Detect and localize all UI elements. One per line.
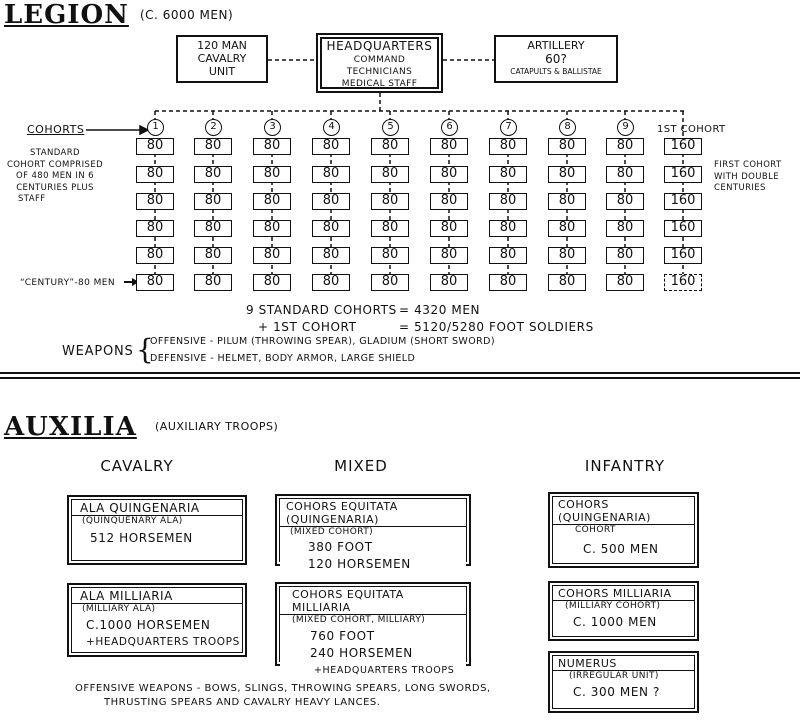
century-cell: 80 <box>194 138 232 155</box>
totals-line1-left: 9 STANDARD COHORTS <box>246 303 397 317</box>
weapons-label: WEAPONS <box>62 344 134 359</box>
hq-line-command: COMMAND <box>353 55 406 65</box>
artillery-detail: CATAPULTS & BALLISTAE <box>510 67 602 76</box>
century-cell: 80 <box>548 220 586 237</box>
first-note-line-1: FIRST COHORT <box>714 160 782 170</box>
century-cell: 80 <box>312 193 350 210</box>
cohors-equitata-milliaria-line-1: 760 FOOT <box>310 629 375 643</box>
hq-line-medical: MEDICAL STAFF <box>341 79 418 89</box>
standard-note-line-3: OF 480 MEN IN 6 <box>16 171 94 181</box>
century-cell: 80 <box>548 274 586 291</box>
auxilia-title: AUXILIA <box>4 412 137 442</box>
cohorts-label: COHORTS <box>27 123 85 136</box>
ala-milliaria-sub: (MILLIARY ALA) <box>82 604 156 614</box>
artillery-title: ARTILLERY <box>527 39 585 52</box>
cohort-number-6: 6 <box>441 119 458 136</box>
cohors-quingenaria-sub: COHORT <box>575 525 616 535</box>
ala-quingenaria-sub: (QUINQUENARY ALA) <box>82 516 183 526</box>
first-note-line-2: WITH DOUBLE <box>714 171 779 182</box>
column-cavalry: CAVALRY <box>100 457 174 475</box>
ala-quingenaria-title: ALA QUINGENARIA <box>72 500 242 516</box>
cohors-quingenaria-line-1: C. 500 MEN <box>583 542 659 556</box>
century-cell: 80 <box>430 138 468 155</box>
century-cell: 80 <box>194 247 232 264</box>
century-cell: 80 <box>136 138 174 155</box>
century-cell: 80 <box>312 138 350 155</box>
century-cell: 80 <box>548 138 586 155</box>
century-cell: 80 <box>253 166 291 183</box>
standard-note-line-2: COHORT COMPRISED <box>6 159 104 170</box>
century-cell: 80 <box>253 274 291 291</box>
cohors-equitata-quingenaria-sub: (MIXED COHORT) <box>290 527 374 537</box>
century-cell: 80 <box>489 220 527 237</box>
totals-line2-right: = 5120/5280 FOOT SOLDIERS <box>399 320 594 334</box>
century-cell: 80 <box>194 220 232 237</box>
ala-milliaria-line-1: C.1000 HORSEMEN <box>86 618 211 632</box>
century-cell: 80 <box>548 166 586 183</box>
column-mixed: MIXED <box>334 457 388 475</box>
weapons-brace: { <box>136 333 154 366</box>
first-cohort-label: 1ST COHORT <box>657 124 726 135</box>
auxilia-subtitle: (AUXILIARY TROOPS) <box>155 420 279 433</box>
first-cohort-century-cell: 160 <box>664 138 702 155</box>
cohort-number-4: 4 <box>323 119 340 136</box>
century-cell: 80 <box>194 193 232 210</box>
cohort-number-8: 8 <box>559 119 576 136</box>
ala-milliaria-box <box>67 583 247 657</box>
cohors-equitata-quingenaria-title: COHORS EQUITATA (QUINGENARIA) <box>280 499 466 527</box>
cohort-number-1: 1 <box>147 119 164 136</box>
century-cell: 80 <box>606 138 644 155</box>
century-cell: 80 <box>253 138 291 155</box>
numerus-box <box>548 651 699 713</box>
cohors-equitata-quingenaria-line-2: 120 HORSEMEN <box>308 557 411 571</box>
century-cell: 80 <box>371 274 409 291</box>
cohors-milliaria-title: COHORS MILLIARIA <box>553 586 694 601</box>
cavalry-unit-line-2: CAVALRY <box>197 52 247 65</box>
weapons-defensive: DEFENSIVE - HELMET, BODY ARMOR, LARGE SHIELD <box>150 353 416 364</box>
section-divider-bottom <box>0 377 800 379</box>
century-cell: 80 <box>371 166 409 183</box>
century-cell: 80 <box>606 220 644 237</box>
ala-milliaria-title: ALA MILLIARIA <box>72 588 242 604</box>
century-cell: 80 <box>371 220 409 237</box>
legion-title: LEGION <box>4 0 129 30</box>
century-cell: 80 <box>430 247 468 264</box>
century-cell: 80 <box>371 247 409 264</box>
cohort-number-9: 9 <box>617 119 634 136</box>
century-cell: 80 <box>606 193 644 210</box>
century-cell: 80 <box>253 247 291 264</box>
standard-note-line-4: CENTURIES PLUS <box>16 182 94 193</box>
headquarters-title: HEADQUARTERS <box>326 39 433 53</box>
first-cohort-century-cell: 160 <box>664 274 702 291</box>
ala-milliaria-line-2: +HEADQUARTERS TROOPS <box>86 636 240 648</box>
column-infantry: INFANTRY <box>584 457 666 475</box>
numerus-title: NUMERUS <box>553 656 694 671</box>
century-cell: 80 <box>606 166 644 183</box>
auxilia-weapons-line-2: THRUSTING SPEARS AND CAVALRY HEAVY LANCES. <box>104 697 381 708</box>
century-cell: 80 <box>430 193 468 210</box>
cohors-equitata-quingenaria-box <box>275 494 471 571</box>
cohors-equitata-milliaria-title: COHORS EQUITATA MILLIARIA <box>280 587 466 615</box>
century-cell: 80 <box>548 247 586 264</box>
century-cell: 80 <box>489 193 527 210</box>
century-cell: 80 <box>136 193 174 210</box>
century-cell: 80 <box>136 166 174 183</box>
numerus-line-1: C. 300 MEN ? <box>573 685 661 699</box>
cohors-milliaria-sub: (MILLIARY COHORT) <box>565 601 661 611</box>
century-cell: 80 <box>430 274 468 291</box>
first-note-line-3: CENTURIES <box>714 183 766 193</box>
first-cohort-century-cell: 160 <box>664 220 702 237</box>
cohort-number-7: 7 <box>500 119 517 136</box>
first-cohort-century-cell: 160 <box>664 193 702 210</box>
first-cohort-century-cell: 160 <box>664 247 702 264</box>
century-cell: 80 <box>136 220 174 237</box>
century-label: “CENTURY”-80 MEN <box>20 278 115 288</box>
century-cell: 80 <box>489 138 527 155</box>
totals-line2-left: + 1ST COHORT <box>258 320 357 334</box>
artillery-count: 60? <box>545 52 567 66</box>
standard-note-line-5: STAFF <box>18 194 46 204</box>
century-cell: 80 <box>312 166 350 183</box>
century-cell: 80 <box>371 138 409 155</box>
cohors-equitata-milliaria-box <box>275 582 471 676</box>
century-cell: 80 <box>194 166 232 183</box>
century-cell: 80 <box>312 274 350 291</box>
ala-quingenaria-box <box>67 495 247 565</box>
cohort-number-3: 3 <box>264 119 281 136</box>
weapons-offensive: OFFENSIVE - PILUM (THROWING SPEAR), GLADIUM (SHORT SWORD) <box>150 336 495 347</box>
cohort-number-2: 2 <box>205 119 222 136</box>
cohors-milliaria-box <box>548 581 699 641</box>
cohors-equitata-milliaria-line-3: +HEADQUARTERS TROOPS <box>314 665 455 676</box>
century-cell: 80 <box>253 193 291 210</box>
cavalry-unit-line-3: UNIT <box>208 65 236 78</box>
ala-quingenaria-line-1: 512 HORSEMEN <box>90 531 193 545</box>
century-cell: 80 <box>253 220 291 237</box>
century-cell: 80 <box>606 274 644 291</box>
century-cell: 80 <box>489 247 527 264</box>
century-cell: 80 <box>430 220 468 237</box>
century-cell: 80 <box>606 247 644 264</box>
totals-line1-right: = 4320 MEN <box>399 303 481 317</box>
century-cell: 80 <box>136 247 174 264</box>
century-cell: 80 <box>489 274 527 291</box>
numerus-sub: (IRREGULAR UNIT) <box>569 671 659 681</box>
century-cell: 80 <box>194 274 232 291</box>
cohors-milliaria-line-1: C. 1000 MEN <box>573 615 657 629</box>
section-divider-top <box>0 372 800 374</box>
cohort-number-5: 5 <box>382 119 399 136</box>
legion-subtitle: (C. 6000 MEN) <box>140 8 234 22</box>
auxilia-weapons-line-1: OFFENSIVE WEAPONS - BOWS, SLINGS, THROWING SPEARS, LONG SWORDS, <box>75 683 491 694</box>
hq-line-technicians: TECHNICIANS <box>346 67 413 77</box>
cohors-quingenaria-box <box>548 492 699 568</box>
century-cell: 80 <box>312 247 350 264</box>
century-cell: 80 <box>136 274 174 291</box>
cohors-equitata-milliaria-line-2: 240 HORSEMEN <box>310 646 413 660</box>
first-cohort-century-cell: 160 <box>664 166 702 183</box>
cohors-equitata-quingenaria-line-1: 380 FOOT <box>308 540 373 554</box>
century-cell: 80 <box>430 166 468 183</box>
cohors-equitata-milliaria-sub: (MIXED COHORT, MILLIARY) <box>292 615 426 625</box>
century-cell: 80 <box>548 193 586 210</box>
cavalry-unit-line-1: 120 MAN <box>197 39 247 52</box>
century-cell: 80 <box>371 193 409 210</box>
cohort-grid <box>0 0 800 300</box>
century-cell: 80 <box>489 166 527 183</box>
cohors-quingenaria-title: COHORS (QUINGENARIA) <box>553 497 694 525</box>
century-cell: 80 <box>312 220 350 237</box>
standard-note-line-1: STANDARD <box>30 148 80 158</box>
